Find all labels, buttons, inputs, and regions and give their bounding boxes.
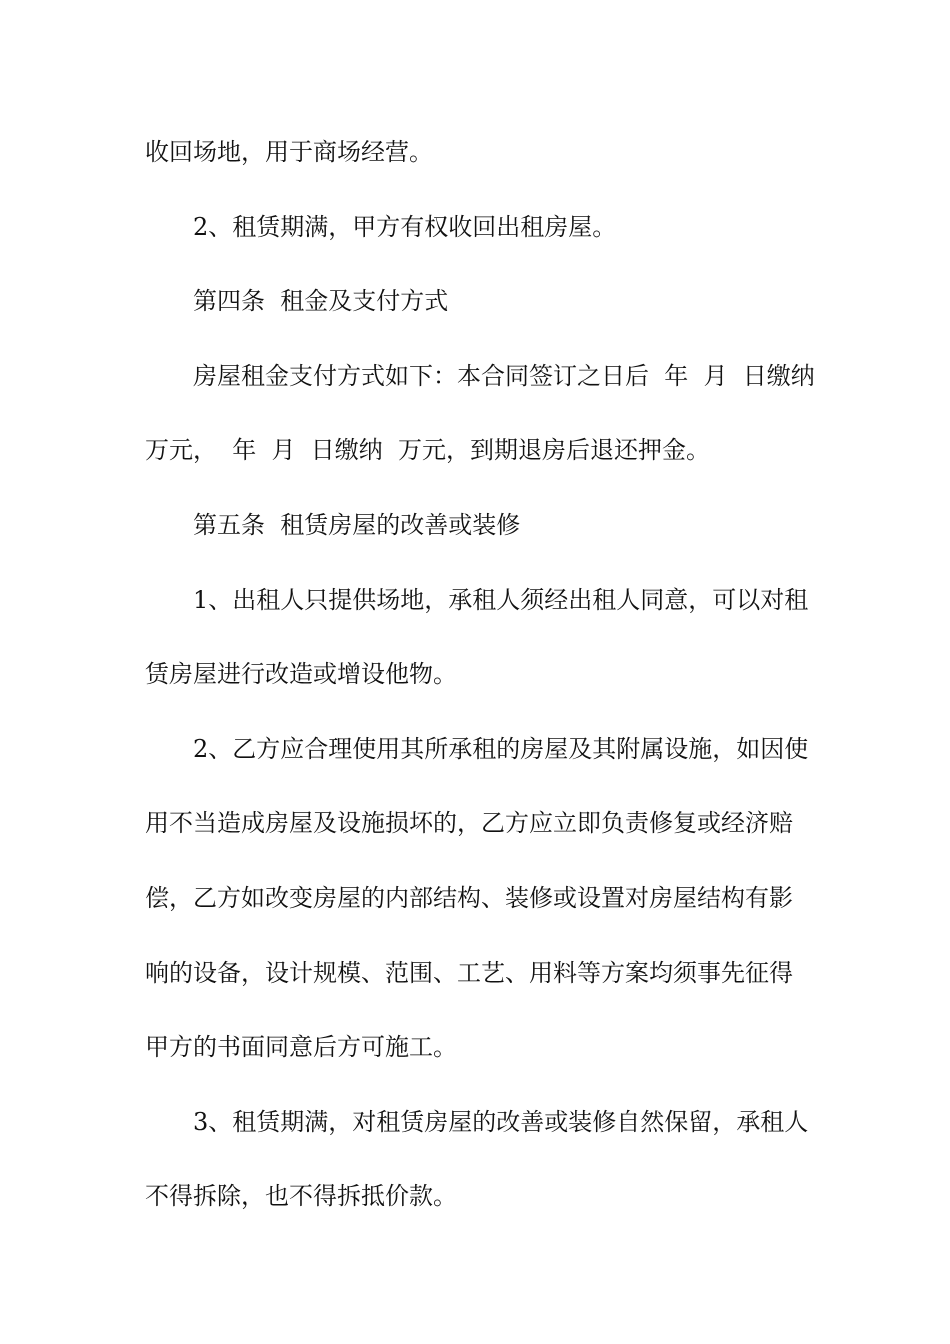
text-line-2: 2、租赁期满，甲方有权收回出租房屋。 [193, 213, 617, 241]
text-line-1: 收回场地，用于商场经营。 [145, 138, 433, 166]
text-line-12: 响的设备，设计规模、范围、工艺、用料等方案均须事先征得 [145, 959, 793, 987]
text-line-5: 万元， 年 月 日缴纳 万元，到期退房后退还押金。 [145, 436, 711, 464]
text-line-13: 甲方的书面同意后方可施工。 [145, 1033, 457, 1061]
section-heading-article-5: 第五条 租赁房屋的改善或装修 [193, 511, 521, 539]
section-heading-article-4: 第四条 租金及支付方式 [193, 287, 449, 315]
text-line-8: 赁房屋进行改造或增设他物。 [145, 660, 457, 688]
text-line-9: 2、乙方应合理使用其所承租的房屋及其附属设施，如因使 [193, 735, 809, 763]
text-line-10: 用不当造成房屋及设施损坏的，乙方应立即负责修复或经济赔 [145, 809, 793, 837]
text-line-15: 不得拆除，也不得拆抵价款。 [145, 1182, 457, 1210]
text-line-4: 房屋租金支付方式如下：本合同签订之日后 年 月 日缴纳 [193, 362, 815, 390]
text-line-14: 3、租赁期满，对租赁房屋的改善或装修自然保留，承租人 [193, 1108, 809, 1136]
text-line-7: 1、出租人只提供场地，承租人须经出租人同意，可以对租 [193, 586, 809, 614]
text-line-11: 偿，乙方如改变房屋的内部结构、装修或设置对房屋结构有影 [145, 884, 793, 912]
